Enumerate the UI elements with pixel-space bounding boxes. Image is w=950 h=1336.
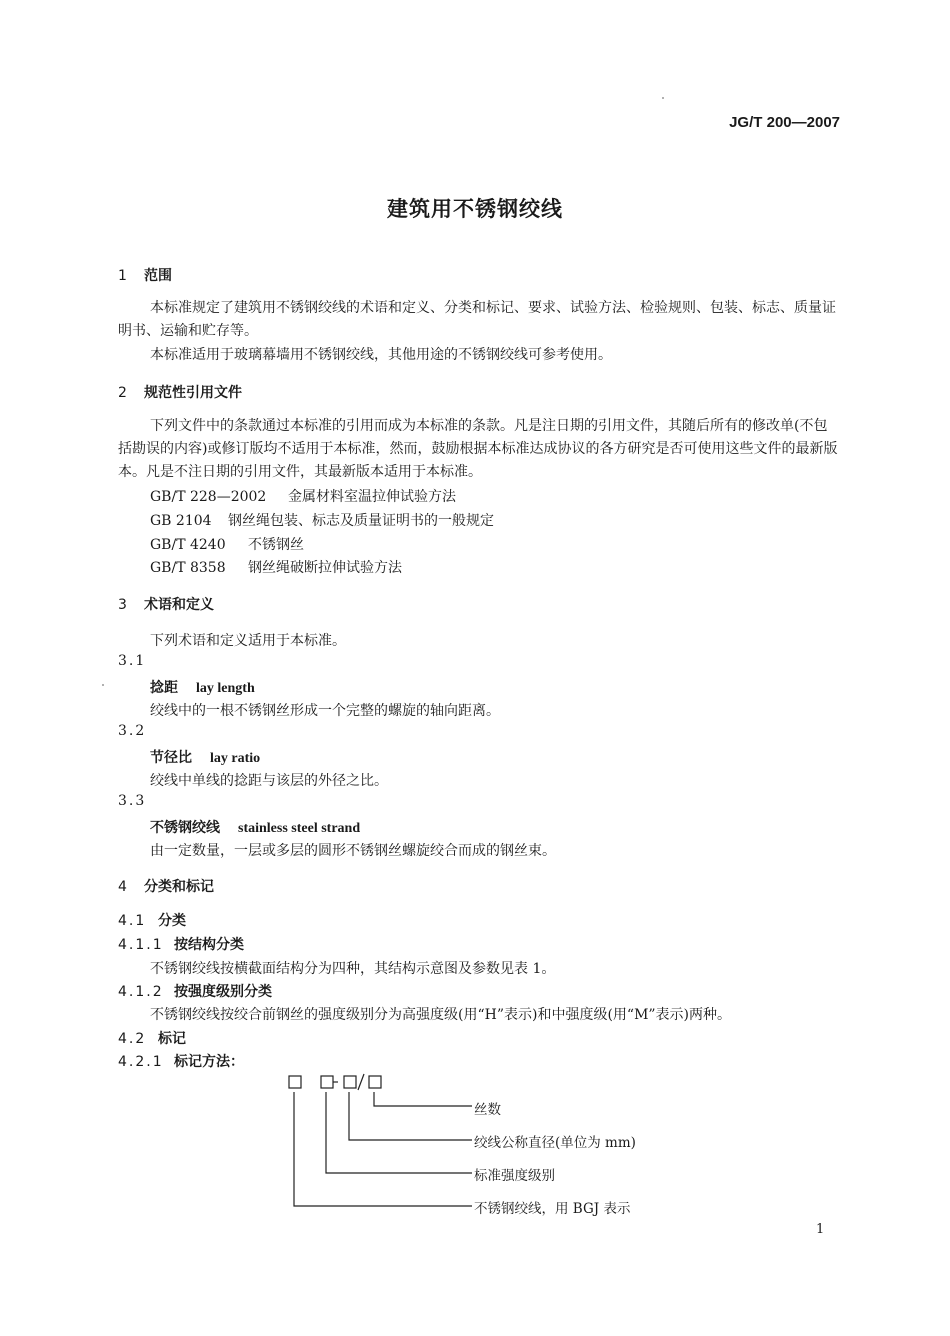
term-number: 3.2 <box>118 723 147 739</box>
subsection-4-1-1-text: 不锈钢绞线按横截面结构分为四种，其结构示意图及参数见表 1。 <box>150 961 556 977</box>
diagram-label-product: 不锈钢绞线，用 BGJ 表示 <box>474 1201 631 1217</box>
section-title: 范围 <box>144 268 172 284</box>
section-title: 规范性引用文件 <box>144 385 242 401</box>
reference-code: GB/T 228—2002 <box>150 489 267 505</box>
diagram-label-diameter: 绞线公称直径(单位为 mm) <box>474 1135 636 1151</box>
section-2-paragraph-1: 下列文件中的条款通过本标准的引用而成为本标准的条款。凡是注日期的引用文件，其随后所有的修改单(不包括勘误的内容)或修订版均不适用于本标准，然而，鼓励根据本标准达成协议的各方研究是否可使用这些文件的最新版本。凡是不注日期的引用文件，其最新版本适用于本标准。 <box>118 418 838 480</box>
section-1-paragraph-1: 本标准规定了建筑用不锈钢绞线的术语和定义、分类和标记、要求、试验方法、检验规则、包装、标志、质量证明书、运输和贮存等。 <box>118 300 836 339</box>
term-chinese: 节径比 <box>150 750 192 766</box>
scan-speck <box>102 684 104 686</box>
page-title: 建筑用不锈钢绞线 <box>387 197 563 221</box>
section-title: 标记方法： <box>174 1054 244 1070</box>
section-title: 分类和标记 <box>144 879 214 895</box>
reference-code: GB 2104 <box>150 513 212 529</box>
leader-line-product <box>294 1092 472 1206</box>
term-number: 3.1 <box>118 653 147 669</box>
section-title: 按强度级别分类 <box>174 984 272 1000</box>
section-number: 4.1.2 <box>118 984 164 1000</box>
section-title: 术语和定义 <box>144 597 214 613</box>
reference-code: GB/T 8358 <box>150 560 226 576</box>
diagram-box-strength <box>321 1076 333 1088</box>
reference-name: 金属材料室温拉伸试验方法 <box>288 489 456 505</box>
leader-line-strength <box>326 1092 472 1173</box>
diagram-box-diameter <box>344 1076 356 1088</box>
section-3-paragraph-1: 下列术语和定义适用于本标准。 <box>150 633 346 649</box>
reference-code: GB/T 4240 <box>150 537 226 553</box>
term-english: lay length <box>196 681 255 696</box>
term-chinese: 不锈钢绞线 <box>150 820 220 836</box>
scan-speck <box>662 97 664 99</box>
term-english: lay ratio <box>210 751 261 766</box>
leader-line-wire-count <box>374 1092 472 1106</box>
standard-number: JG/T 200—2007 <box>729 114 840 131</box>
term-definition: 由一定数量，一层或多层的圆形不锈钢丝螺旋绞合而成的钢丝束。 <box>150 843 556 859</box>
section-number: 4.1.1 <box>118 937 164 953</box>
diagram-label-strength: 标准强度级别 <box>474 1168 555 1184</box>
page-number: 1 <box>816 1222 825 1237</box>
section-title: 标记 <box>158 1031 186 1047</box>
subsection-4-1-2-text: 不锈钢绞线按绞合前钢丝的强度级别分为高强度级(用“H”表示)和中强度级(用“M”表示)两种。 <box>150 1007 732 1023</box>
diagram-box-wire-count <box>369 1076 381 1088</box>
reference-name: 钢丝绳包装、标志及质量证明书的一般规定 <box>228 513 494 529</box>
diagram-label-wire-count: 丝数 <box>474 1102 501 1118</box>
section-number: 4.2 <box>118 1031 147 1047</box>
reference-name: 不锈钢丝 <box>248 537 304 553</box>
section-number: 4 <box>118 879 127 895</box>
section-number: 4.2.1 <box>118 1054 164 1070</box>
section-1-paragraph-2: 本标准适用于玻璃幕墙用不锈钢绞线，其他用途的不锈钢绞线可参考使用。 <box>150 347 612 363</box>
term-definition: 绞线中的一根不锈钢丝形成一个完整的螺旋的轴向距离。 <box>150 703 500 719</box>
reference-name: 钢丝绳破断拉伸试验方法 <box>248 560 402 576</box>
term-chinese: 捻距 <box>150 680 178 696</box>
leader-line-diameter <box>349 1092 472 1140</box>
term-english: stainless steel strand <box>238 821 361 836</box>
section-number: 3 <box>118 597 127 613</box>
section-number: 1 <box>118 268 127 284</box>
section-title: 按结构分类 <box>174 937 244 953</box>
term-number: 3.3 <box>118 793 147 809</box>
diagram-box-product <box>289 1076 301 1088</box>
section-title: 分类 <box>158 913 186 929</box>
diagram-slash <box>358 1074 364 1090</box>
section-number: 4.1 <box>118 913 147 929</box>
term-definition: 绞线中单线的捻距与该层的外径之比。 <box>150 773 388 789</box>
section-number: 2 <box>118 385 127 401</box>
